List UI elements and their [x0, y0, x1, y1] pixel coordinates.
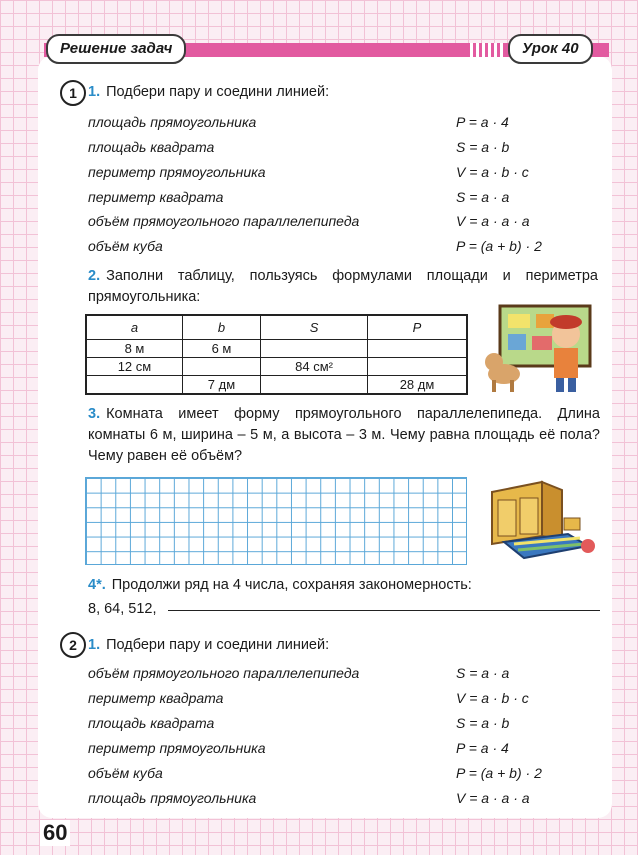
task-text: Подбери пару и соедини линией: — [106, 637, 330, 653]
table-cell: 28 дм — [368, 375, 467, 394]
task-2-1 — [88, 636, 329, 654]
task-text: Подбери пару и соедини линией: — [106, 84, 330, 100]
term-left-3: площадь квадрата — [88, 715, 215, 731]
section-number-1: 1 — [60, 80, 86, 106]
term-left-4: периметр квадрата — [88, 189, 224, 205]
table-cell: 12 см — [86, 357, 182, 375]
task-text: Комната имеет форму прямоугольного параллелепипеда. Длина комнаты 6 м, ширина – 5 м, а высота – 3 м. Чему равна площадь её пола? Чему равен её объём? — [88, 406, 600, 464]
term-left-4: периметр прямоугольника — [88, 740, 266, 756]
table-cell: 7 дм — [182, 375, 260, 394]
table-header: a — [86, 315, 182, 339]
table-header-row — [86, 315, 467, 339]
formula-right-5: V = a · a · a — [456, 213, 530, 229]
term-left-5: объём прямоугольного параллелепипеда — [88, 213, 360, 229]
table-cell[interactable] — [182, 357, 260, 375]
formula-right-1: P = a · 4 — [456, 114, 509, 130]
formula-right-6: V = a · a · a — [456, 790, 530, 806]
table-row — [86, 357, 467, 375]
task-text: Заполни таблицу, пользуясь формулами площади и периметра прямоугольника: — [88, 268, 598, 305]
task-1-3 — [88, 404, 600, 467]
term-left-1: объём прямоугольного параллелепипеда — [88, 665, 360, 681]
topic-tag: Решение задач — [46, 34, 186, 64]
formula-right-6: P = (a + b) · 2 — [456, 238, 542, 254]
formula-right-4: S = a · a — [456, 189, 510, 205]
page-number: 60 — [40, 820, 70, 846]
table-cell: 8 м — [86, 339, 182, 357]
task-number: 1. — [88, 637, 101, 653]
fill-table — [85, 314, 468, 395]
header-stripes — [470, 43, 506, 57]
table-cell: 6 м — [182, 339, 260, 357]
table-cell[interactable] — [261, 339, 368, 357]
table-header: S — [261, 315, 368, 339]
task-number: 3. — [88, 406, 101, 422]
term-left-6: площадь прямоугольника — [88, 790, 257, 806]
table-header: P — [368, 315, 467, 339]
term-left-1: площадь прямоугольника — [88, 114, 257, 130]
table-cell: 84 см² — [261, 357, 368, 375]
formula-right-3: S = a · b — [456, 715, 510, 731]
term-left-3: периметр прямоугольника — [88, 164, 266, 180]
task-number: 2. — [88, 268, 101, 284]
number-sequence: 8, 64, 512, — [88, 601, 157, 617]
formula-right-3: V = a · b · c — [456, 164, 529, 180]
term-left-6: объём куба — [88, 238, 163, 254]
formula-right-1: S = a · a — [456, 665, 510, 681]
table-cell[interactable] — [368, 357, 467, 375]
table-row — [86, 339, 467, 357]
task-1-4 — [88, 576, 472, 594]
sequence-answer-line[interactable] — [168, 610, 600, 611]
formula-right-4: P = a · 4 — [456, 740, 509, 756]
table-row — [86, 375, 467, 394]
term-left-2: площадь квадрата — [88, 139, 215, 155]
table-cell[interactable] — [261, 375, 368, 394]
table-cell[interactable] — [86, 375, 182, 394]
formula-right-2: S = a · b — [456, 139, 510, 155]
table-header: b — [182, 315, 260, 339]
room-furniture-illustration — [484, 474, 602, 566]
task-1-1 — [88, 83, 329, 101]
lesson-tag: Урок 40 — [508, 34, 593, 64]
term-left-5: объём куба — [88, 765, 163, 781]
task-number: 1. — [88, 84, 101, 100]
formula-right-5: P = (a + b) · 2 — [456, 765, 542, 781]
term-left-2: периметр квадрата — [88, 690, 224, 706]
formula-right-2: V = a · b · c — [456, 690, 529, 706]
boy-with-dog-illustration — [478, 300, 602, 395]
section-number-2: 2 — [60, 632, 86, 658]
task-text: Продолжи ряд на 4 числа, сохраняя закономерность: — [111, 577, 472, 593]
task-number: 4*. — [88, 577, 106, 593]
table-cell[interactable] — [368, 339, 467, 357]
answer-grid[interactable] — [85, 477, 467, 565]
